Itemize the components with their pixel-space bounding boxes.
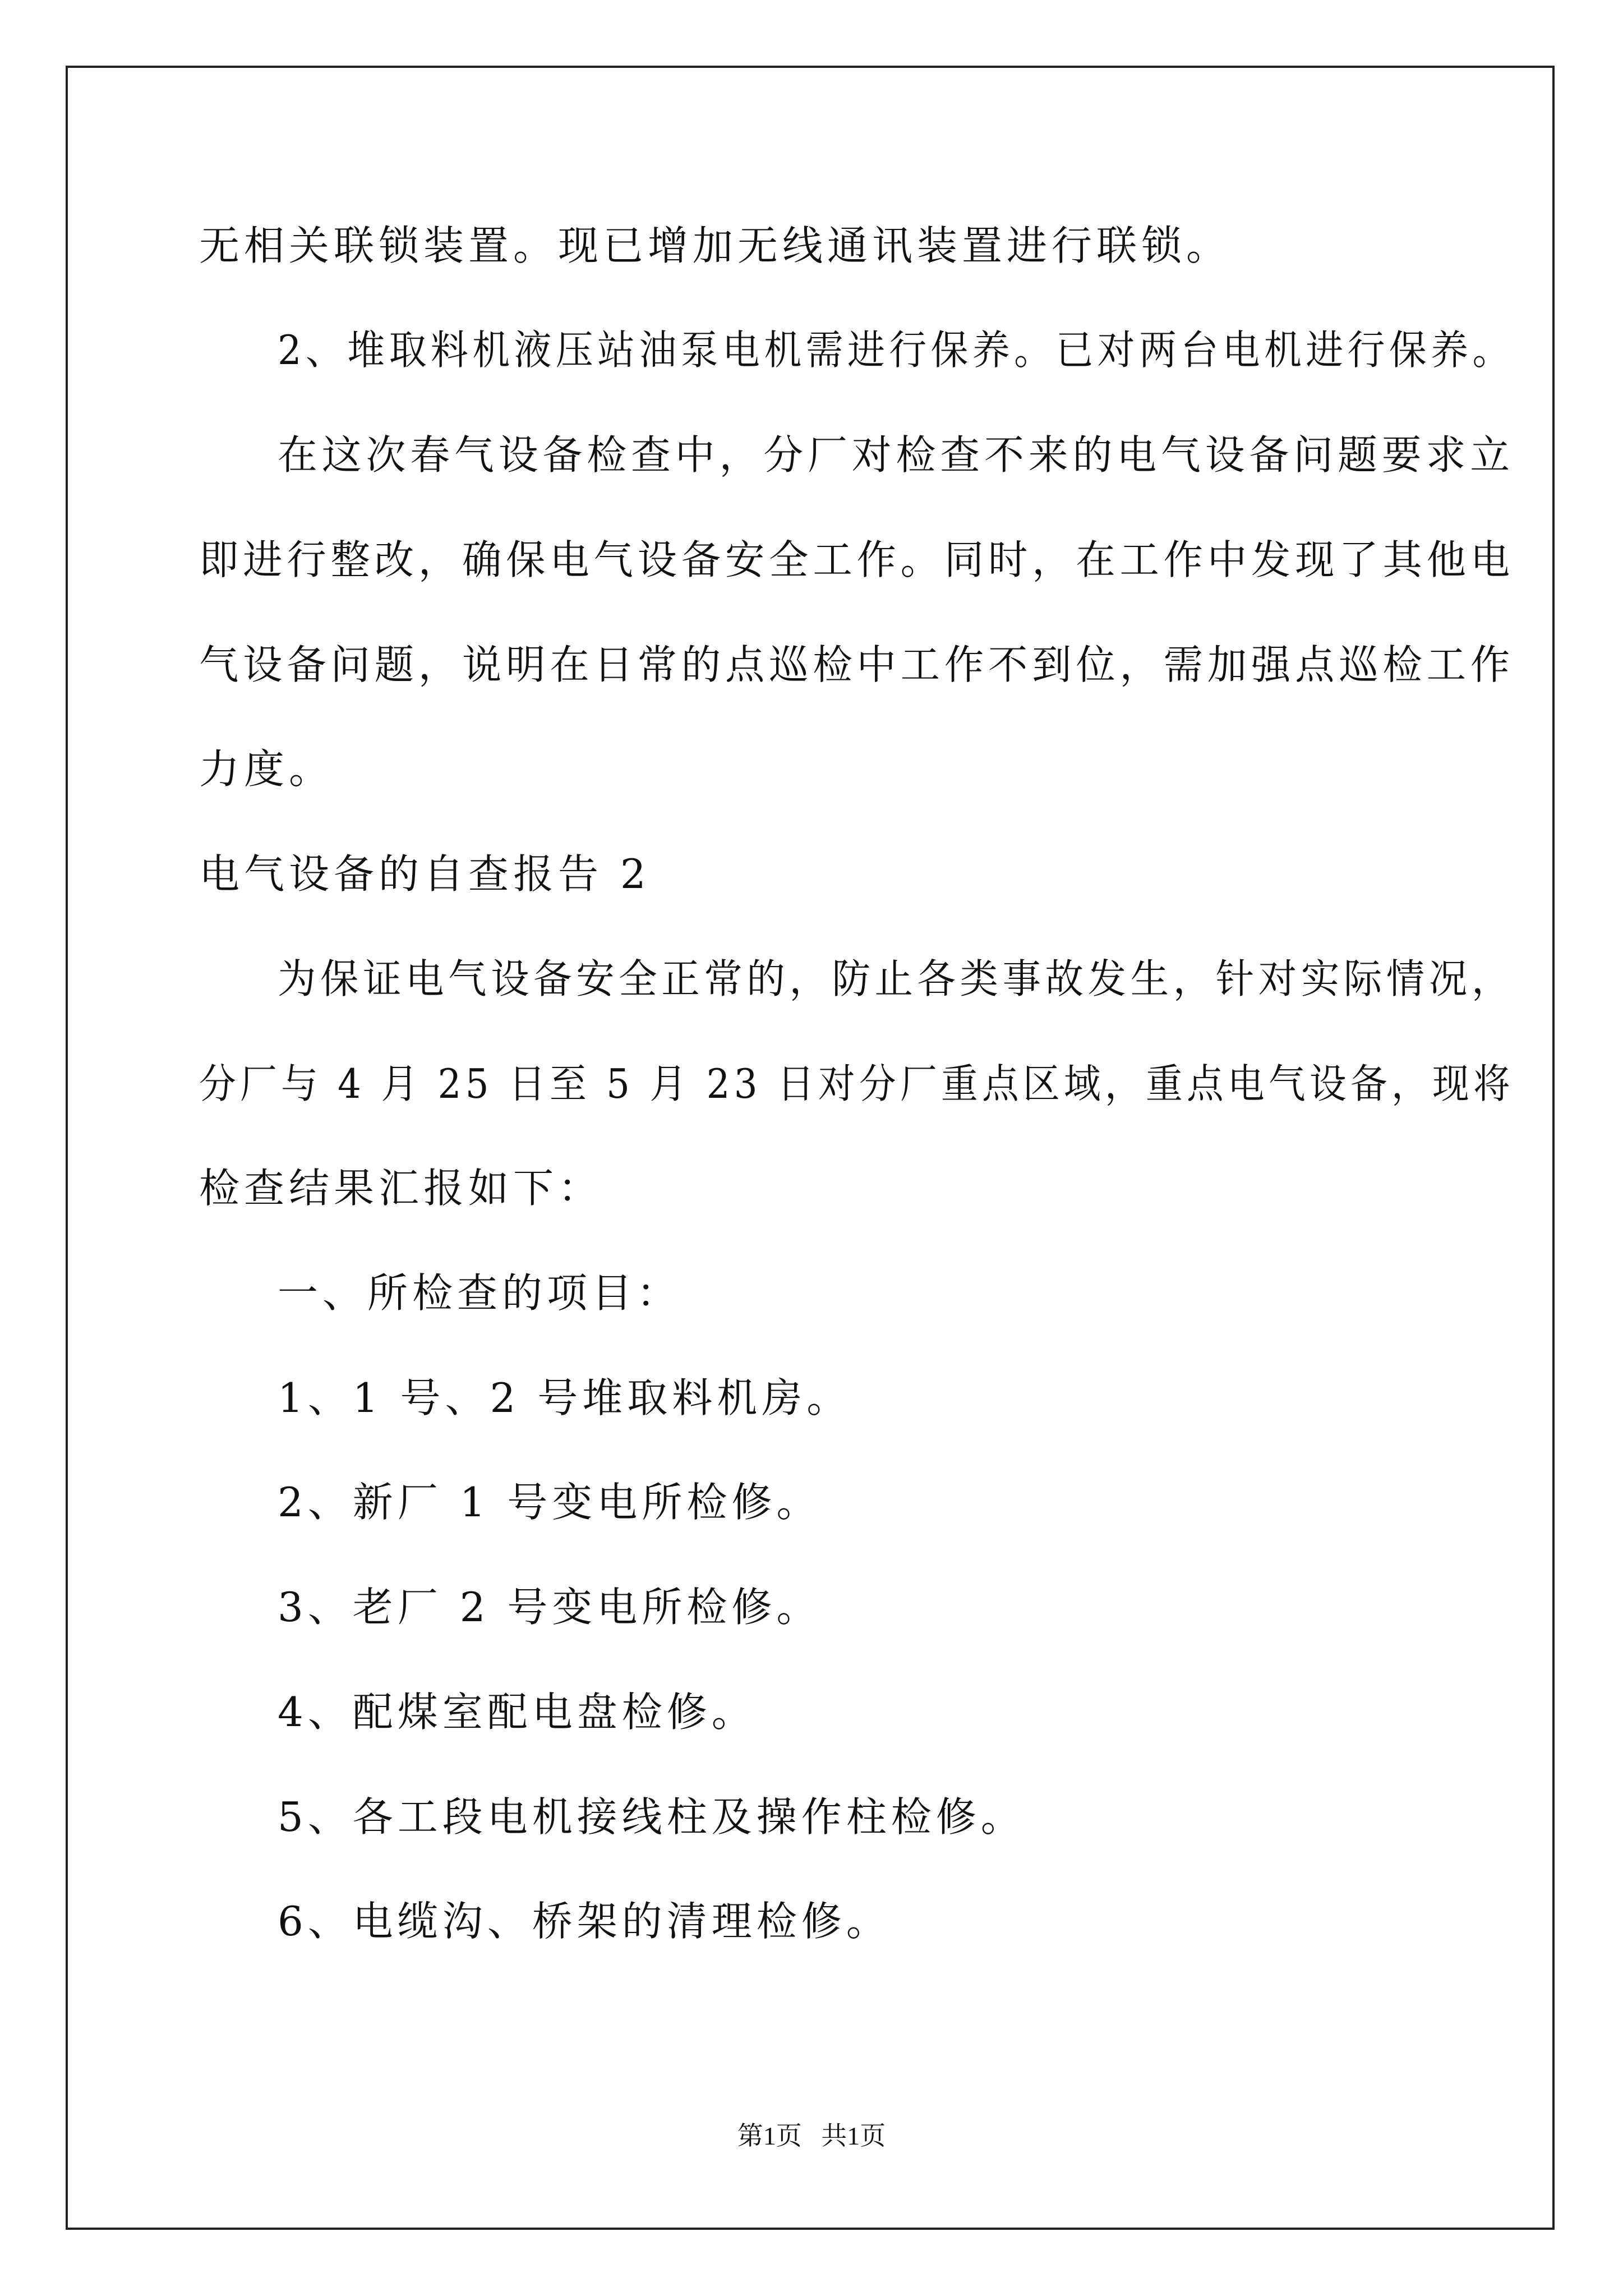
list-item: 5、各工段电机接线柱及操作柱检修。 [278,1793,1026,1841]
list-item: 4、配煤室配电盘检修。 [278,1688,757,1736]
body-line: 检查结果汇报如下： [199,1165,603,1212]
body-line: 无相关联锁装置。现已增加无线通讯装置进行联锁。 [199,222,1232,269]
list-heading: 一、所检查的项目： [278,1269,682,1317]
body-line: 力度。 [199,746,334,793]
page-footer: 第1页 共1页 [737,2122,886,2150]
list-item: 3、老厂 2 号变电所检修。 [278,1584,822,1631]
list-item: 1、1 号、2 号堆取料机房。 [278,1374,852,1421]
body-line: 为保证电气设备安全正常的，防止各类事故发生，针对实际情况， [278,955,1515,1002]
body-line: 气设备问题，说明在日常的点巡检中工作不到位，需加强点巡检工作 [199,641,1515,688]
section-heading: 电气设备的自查报告 2 [199,850,651,898]
body-line: 在这次春气设备检查中，分厂对检查不来的电气设备问题要求立 [278,431,1515,478]
body-line: 即进行整改，确保电气设备安全工作。同时，在工作中发现了其他电 [199,536,1515,583]
list-item: 6、电缆沟、桥架的清理检修。 [278,1898,891,1945]
list-item: 2、新厂 1 号变电所检修。 [278,1479,822,1526]
body-line: 分厂与 4 月 25 日至 5 月 23 日对分厂重点区域，重点电气设备，现将 [199,1060,1514,1107]
body-line: 2、堆取料机液压站油泵电机需进行保养。已对两台电机进行保养。 [278,326,1514,374]
